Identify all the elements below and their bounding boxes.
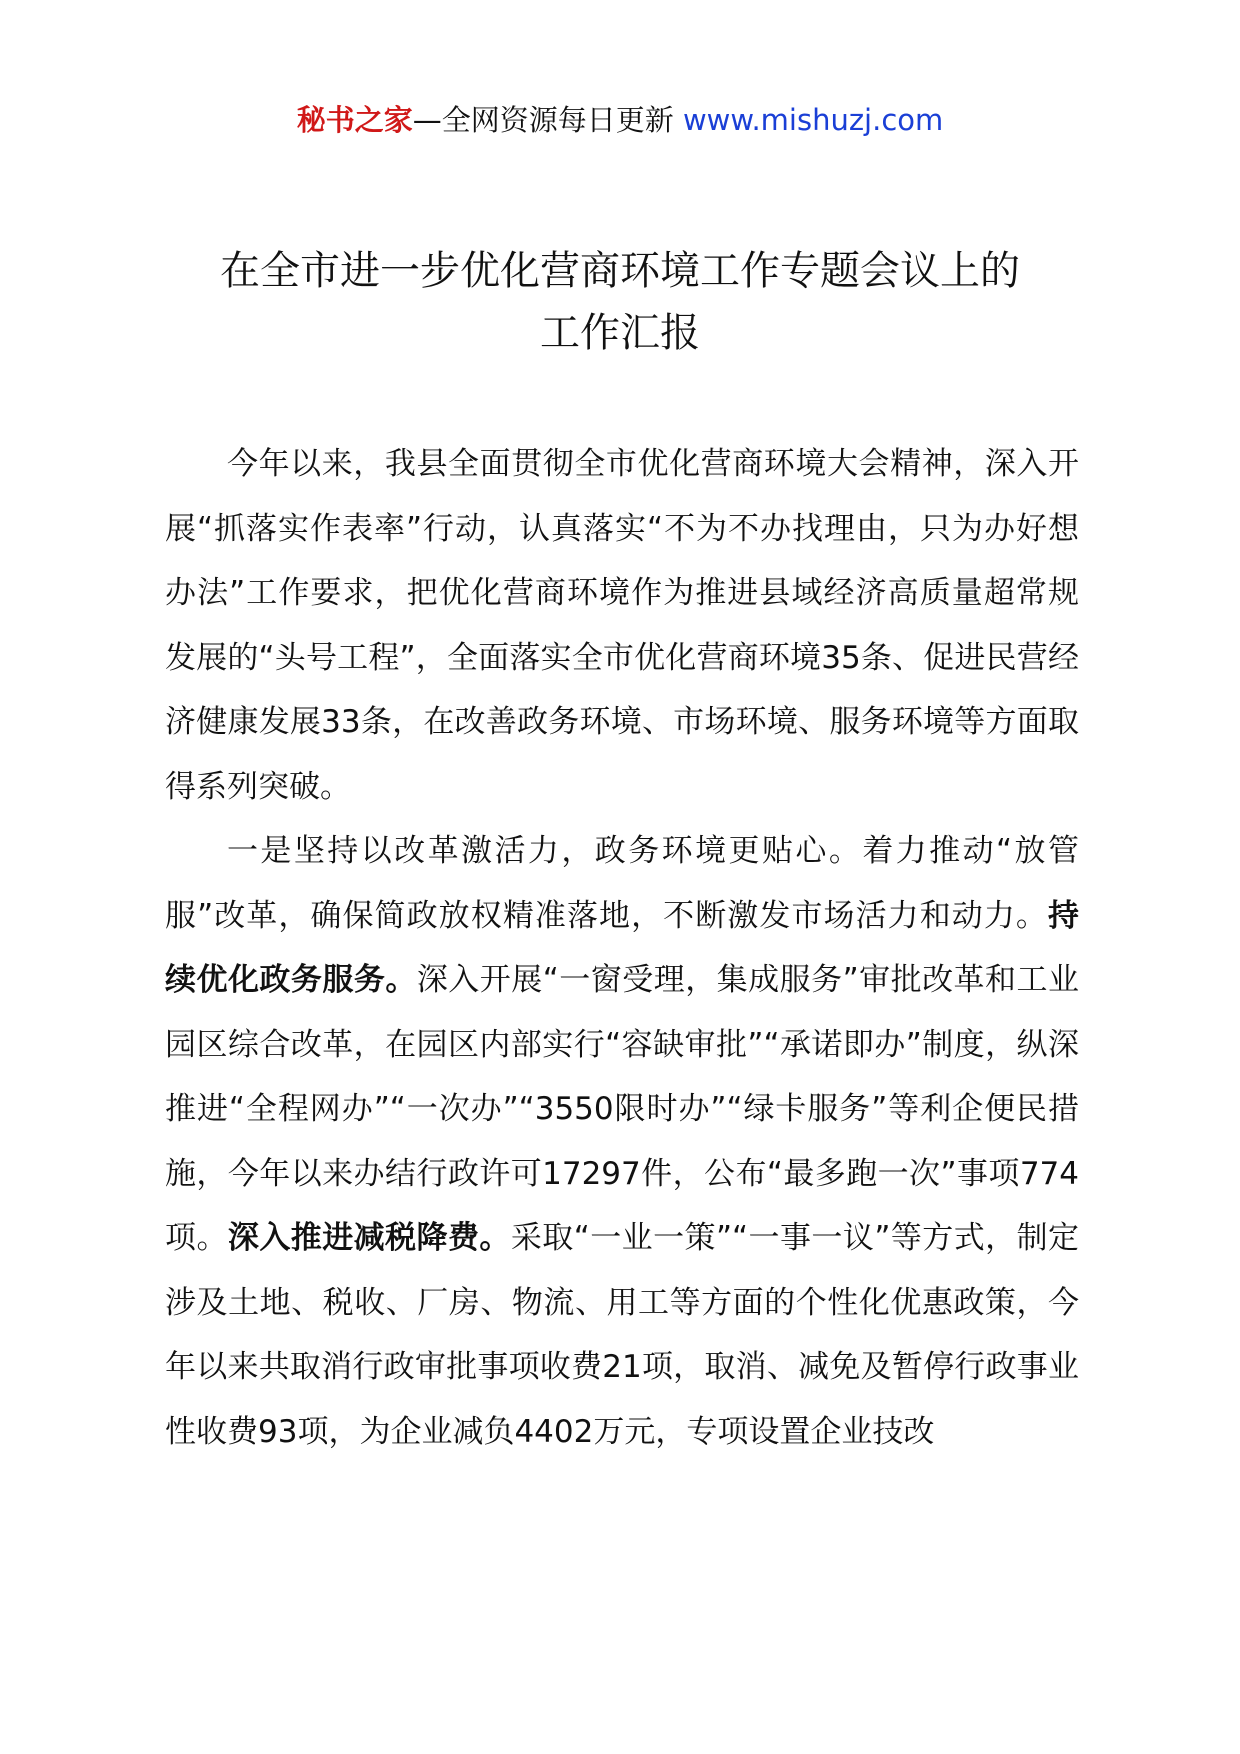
- section-one-text-3: 采取“一业一策”“一事一议”等方式，制定涉及土地、税收、厂房、物流、用工等方面的个性化优惠政策，今年以来共取消行政审批事项收费21项，取消、减免及暂停行政事业性收费93项，为企业减负4402万元，专项设置企业技改: [165, 1220, 1080, 1450]
- header-tagline: —全网资源每日更新: [412, 103, 674, 137]
- intro-paragraph: 今年以来，我县全面贯彻全市优化营商环境大会精神，深入开展“抓落实作表率”行动，认真落实“不为不办找理由，只为办好想办法”工作要求，把优化营商环境作为推进县域经济高质量超常规发展的“头号工程”，全面落实全市优化营商环境35条、促进民营经济健康发展33条，在改善政务环境、市场环境、服务环境等方面取得系列突破。: [165, 446, 1079, 805]
- section-one-paragraph: [165, 819, 1079, 1464]
- subheading-government-service: 持续优化政务服务。: [165, 897, 1079, 998]
- brand-name: 秘书之家: [296, 103, 413, 137]
- section-one-text-1: 着力推动“放管服”改革，确保简政放权精准落地，不断激发市场活力和动力。: [165, 833, 1079, 934]
- section-one-heading: 一是坚持以改革激活力，政务环境更贴心。: [227, 833, 863, 869]
- site-url-link[interactable]: www.mishuzj.com: [682, 103, 944, 137]
- title-line-2: 工作汇报: [540, 310, 700, 356]
- document-title: [140, 240, 1100, 364]
- title-line-1: 在全市进一步优化营商环境工作专题会议上的: [220, 248, 1020, 294]
- site-header: [0, 100, 1240, 140]
- document-body: [165, 432, 1079, 1464]
- section-one-text-2: 深入开展“一窗受理，集成服务”审批改革和工业园区综合改革，在园区内部实行“容缺审批”“承诺即办”制度，纵深推进“全程网办”“一次办”“3550限时办”“绿卡服务”等利企便民措施，今年以来办结行政许可17297件，公布“最多跑一次”事项774项。: [165, 962, 1079, 1256]
- subheading-tax-reduction: 深入推进减税降费。: [227, 1220, 511, 1256]
